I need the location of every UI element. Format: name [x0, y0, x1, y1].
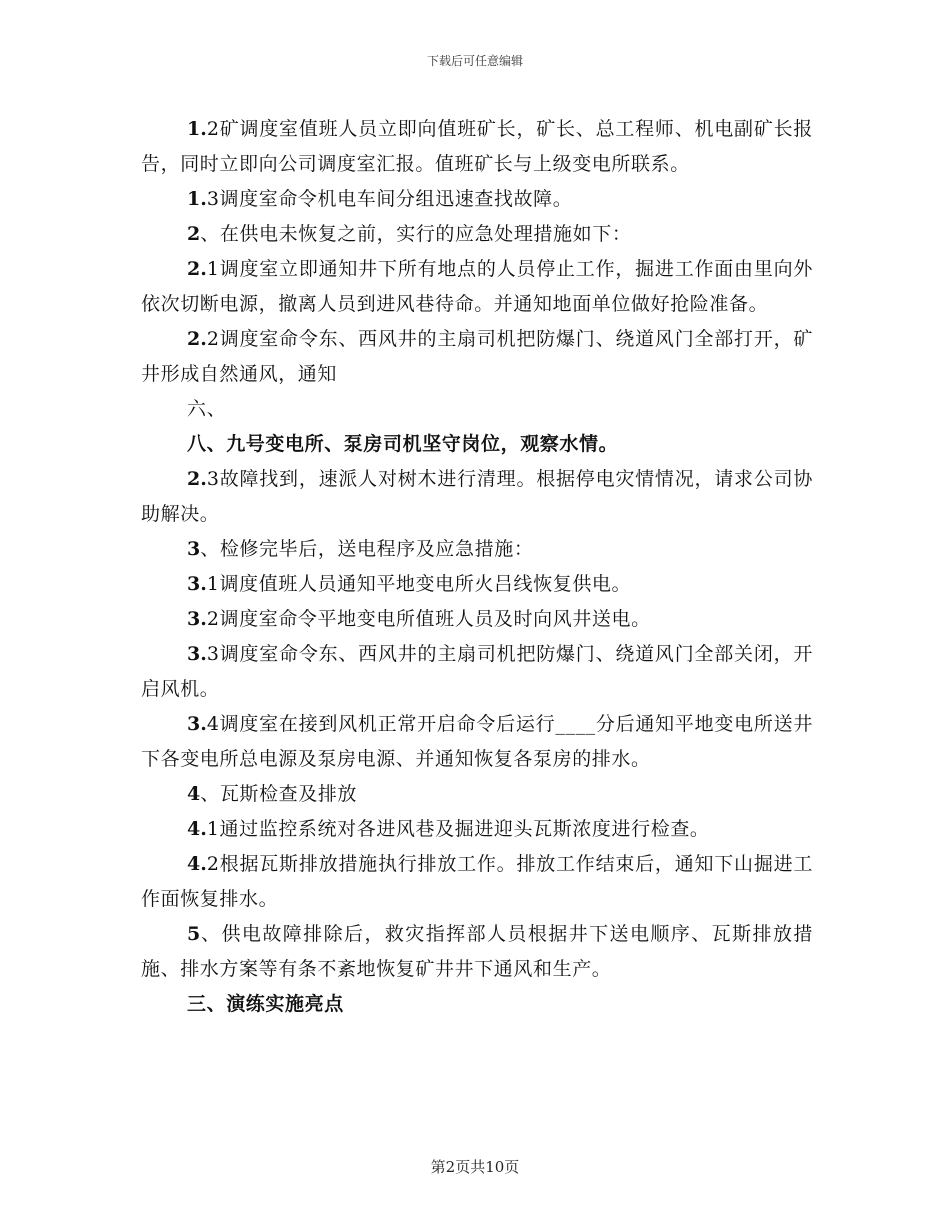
- paragraph-1-2: 1.2矿调度室值班人员立即向值班矿长，矿长、总工程师、机电副矿长报告，同时立即向公司调度室汇报。值班矿长与上级变电所联系。: [141, 118, 813, 175]
- paragraph-six: 六、: [187, 398, 227, 420]
- paragraph-4: 4、瓦斯检查及排放: [187, 783, 358, 805]
- document-body: [141, 112, 813, 1022]
- paragraph-2-2: 2.2调度室命令东、西风井的主扇司机把防爆门、绕道风门全部打开，矿井形成自然通风，通知: [141, 328, 813, 385]
- paragraph-1-3: 1.3调度室命令机电车间分组迅速查找故障。: [187, 188, 573, 210]
- paragraph-4-1: 4.1通过监控系统对各进风巷及掘进迎头瓦斯浓度进行检查。: [187, 818, 710, 840]
- paragraph-3-1: 3.1调度值班人员通知平地变电所火吕线恢复供电。: [187, 573, 632, 595]
- paragraph-5: 5、供电故障排除后，救灾指挥部人员根据井下送电顺序、瓦斯排放措施、排水方案等有条不紊地恢复矿井井下通风和生产。: [141, 923, 813, 980]
- paragraph-2-3: 2.3故障找到，速派人对树木进行清理。根据停电灾情情况，请求公司协助解决。: [141, 468, 813, 525]
- paragraph-3: 3、检修完毕后，送电程序及应急措施：: [187, 538, 534, 560]
- page-footer: 第2页共10页: [430, 1158, 520, 1176]
- page-header: 下载后可任意编辑: [426, 54, 523, 68]
- paragraph-3-2: 3.2调度室命令平地变电所值班人员及时向风井送电。: [187, 608, 651, 630]
- paragraph-3-3: 3.3调度室命令东、西风井的主扇司机把防爆门、绕道风门全部关闭，开启风机。: [141, 643, 813, 700]
- paragraph-2-1: 2.1调度室立即通知井下所有地点的人员停止工作，掘进工作面由里向外依次切断电源，撤离人员到进风巷待命。并通知地面单位做好抢险准备。: [141, 258, 813, 315]
- paragraph-2: 2、在供电未恢复之前，实行的应急处理措施如下：: [187, 223, 632, 245]
- paragraph-4-2: 4.2根据瓦斯排放措施执行排放工作。排放工作结束后，通知下山掘进工作面恢复排水。: [141, 853, 813, 910]
- section-heading-three: 三、演练实施亮点: [187, 993, 344, 1015]
- paragraph-eight: 八、九号变电所、泵房司机坚守岗位，观察水情。: [187, 433, 619, 455]
- paragraph-3-4: 3.4调度室在接到风机正常开启命令后运行____分后通知平地变电所送井下各变电所总电源及泵房电源、并通知恢复各泵房的排水。: [141, 713, 813, 770]
